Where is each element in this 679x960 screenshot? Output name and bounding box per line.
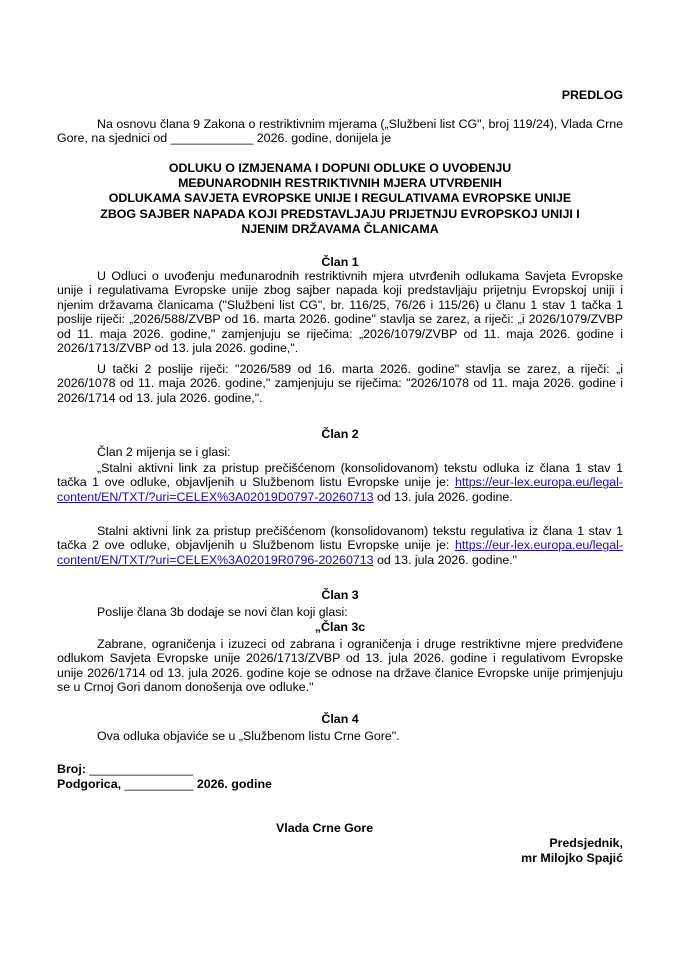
proposal-label: PREDLOG bbox=[561, 88, 623, 102]
article-2-paragraph-2 bbox=[57, 461, 623, 504]
number-label: Broj: bbox=[57, 762, 86, 776]
title-line: ODLUKU O IZMJENAMA I DOPUNI ODLUKE O UVOĐENJU bbox=[168, 161, 512, 175]
signatory-title: Predsjednik, bbox=[549, 836, 623, 850]
article-1-heading: Član 1 bbox=[321, 255, 359, 269]
number-blank: _______________ bbox=[89, 762, 193, 776]
title-line: ODLUKAMA SAVJETA EVROPSKE UNIJE I REGULATIVAMA EVROPSKE UNIJE bbox=[108, 191, 572, 206]
article-2-heading: Član 2 bbox=[321, 427, 359, 441]
signatory-name: mr Milojko Spajić bbox=[521, 851, 623, 865]
place-date-line bbox=[57, 777, 407, 791]
document-number bbox=[57, 762, 357, 776]
article-3c-heading: „Član 3c bbox=[314, 620, 366, 634]
government-name: Vlada Crne Gore bbox=[276, 821, 374, 835]
article-2-paragraph-3 bbox=[57, 524, 623, 567]
title-line: MEĐUNARODNIH RESTRIKTIVNIH MJERA UTVRĐENIH bbox=[178, 176, 502, 191]
article-2-paragraph-3-text: Stalni aktivni link za pristup prečišćenom (konsolidovanom) tekstu regulativa iz člana 1 stav 1 tačka 2 ove odluke, objavljenih u Službenom listu Evropske unije je: bbox=[57, 524, 623, 553]
article-3-paragraph-1: Poslije člana 3b dodaje se novi član koji glasi: bbox=[97, 605, 348, 619]
date-tail: 2026. godine bbox=[193, 777, 272, 791]
eur-lex-regulation-link[interactable]: https://eur-lex.europa.eu/legal-content/EN/TXT/?uri=CELEX%3A02019R0796-20260713 bbox=[57, 538, 623, 567]
article-2-paragraph-2-tail: od 13. jula 2026. godine. bbox=[373, 489, 513, 504]
article-4-paragraph-1: Ova odluka objaviće se u „Službenom listu Crne Gore". bbox=[97, 729, 400, 743]
article-1-paragraph-1: U Odluci o uvođenju međunarodnih restriktivnih mjera utvrđenih odlukama Savjeta Evropske unije i regulativama Evropske unije zbog sajber napada koji predstavljaju prijetnju Evropskoj uniji i njenim državama članicama ("Službeni list CG", br. 116/25, 76/26 i 115/26) u članu 1 stav 1 tačka 1 poslije riječi: „2026/588/ZVBP od 16. marta 2026. godine" stavlja se zarez, a riječi: „i 2026/1079/ZVBP od 11. maja 2026. godine," zamjenjuju se riječima: „2026/1079/ZVBP od 11. maja 2026. godine i 2026/1713/ZVBP od 13. jula 2026. godine,". bbox=[57, 269, 623, 356]
article-3-paragraph-2: Zabrane, ograničenja i izuzeci od zabrana i ograničenja i druge restriktivne mjere predviđene odlukom Savjeta Evropske unije 2026/1713/ZVBP od 13. jula 2026. godine i regulativom Evropske unije 2026/1714 od 13. jula 2026. godine koje se odnose na države članice Evropske unije primjenjuju se u Crnoj Gori danom donošenja ove odluke." bbox=[57, 637, 623, 695]
article-2-paragraph-1: Član 2 mijenja se i glasi: bbox=[97, 445, 231, 459]
decision-title bbox=[57, 161, 623, 237]
place-label: Podgorica, bbox=[57, 777, 122, 791]
eur-lex-decision-link[interactable]: https://eur-lex.europa.eu/legal-content/EN/TXT/?uri=CELEX%3A02019D0797-20260713 bbox=[57, 475, 623, 504]
article-2-paragraph-3-tail: od 13. jula 2026. godine." bbox=[373, 552, 518, 567]
title-line: ZBOG SAJBER NAPADA KOJI PREDSTAVLJAJU PRIJETNJU EVROPSKOJ UNIJI I bbox=[100, 206, 580, 221]
article-1-paragraph-2: U tački 2 poslije riječi: "2026/589 od 16. marta 2026. godine" stavlja se zarez, a riječi: „i 2026/1078 od 11. maja 2026. godine," zamjenjuju se riječima: "2026/1078 od 11. maja 2026. godine i 2026/1714 od 13. jula 2026. godine,". bbox=[57, 362, 623, 405]
article-2-paragraph-2-text: „Stalni aktivni link za pristup prečišćenom (konsolidovanom) tekstu odluka iz člana 1 stav 1 tačka 1 ove odluke, objavljenih u Službenom listu Evropske unije je: bbox=[57, 461, 623, 490]
intro-paragraph: Na osnovu člana 9 Zakona o restriktivnim mjerama („Službeni list CG", broj 119/24), Vlada Crne Gore, na sjednici od ____________ 2026. godine, donijela je bbox=[57, 117, 623, 146]
article-3-heading: Član 3 bbox=[321, 588, 359, 602]
article-4-heading: Član 4 bbox=[321, 712, 359, 726]
date-blank: __________ bbox=[124, 777, 194, 791]
title-line: NJENIM DRŽAVAMA ČLANICAMA bbox=[241, 221, 439, 236]
